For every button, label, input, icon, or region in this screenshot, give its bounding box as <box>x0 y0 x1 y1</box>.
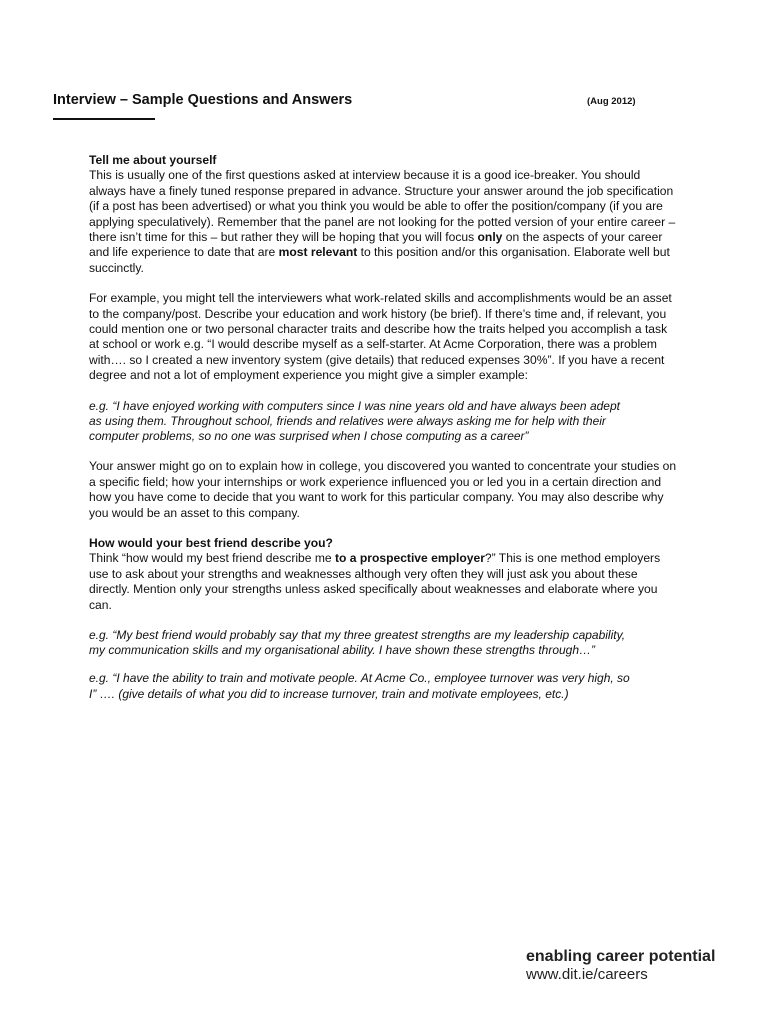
section1-paragraph-1: This is usually one of the first questions asked at interview because it is a good ice-breaker. You should always have a finely tuned response prepared in advance. Structure your answer around the job specification (if a post has been advertised) or what you think you would be able to offer the position/company (if you are applying speculatively). Remember that the panel are not looking for the potted version of your entire career – there isn’t time for this – but rather they will be hoping that you will focus only on the aspects of your career and life experience to date that are most relevant to this position and/or this organisation. Elaborate well but succinctly. <box>89 168 676 275</box>
section2-example-1: e.g. “My best friend would probably say that my three greatest strengths are my leadership capability, my communication skills and my organisational ability. I have shown these strengths through…” <box>89 627 626 658</box>
section1-paragraph-2: For example, you might tell the interviewers what work-related skills and accomplishments would be an asset to the company/post. Describe your education and work history (be brief). If there’s time and, if relevant, you could mention one or two personal character traits and describe how the traits helped you accomplish a task at school or work e.g. “I would describe myself as a self-starter. At Acme Corporation, there was a problem with…. so I created a new inventory system (give details) that reduced expenses 30%”. If you have a recent degree and not a lot of employment experience you might give a simpler example: <box>89 291 672 383</box>
section1-paragraph-3: Your answer might go on to explain how in college, you discovered you wanted to concentrate your studies on a specific field; how your internships or work experience influenced you or led you in a certain direction and how you have come to decide that you want to work for this particular company. You may also describe why you would be an asset to this company. <box>89 459 677 520</box>
section-heading-best-friend: How would your best friend describe you? <box>89 535 333 550</box>
title-underline <box>53 118 155 120</box>
document-date: (Aug 2012) <box>587 96 636 107</box>
section1-example: e.g. “I have enjoyed working with computers since I was nine years old and have always been adept as using them. Throughout school, friends and relatives were always asking me for help with their computer problems, so no one was surprised when I chose computing as a career” <box>89 398 620 444</box>
section-heading-tell-me-about-yourself: Tell me about yourself <box>89 153 217 167</box>
footer-url: www.dit.ie/careers <box>526 966 648 983</box>
document-body <box>89 153 677 702</box>
page-title: Interview – Sample Questions and Answers <box>53 92 353 108</box>
footer-brand-tagline: enabling career potential <box>526 948 716 965</box>
section2-paragraph-1: Think “how would my best friend describe me to a prospective employer?” This is one method employers use to ask about your strengths and weaknesses although very often they will just ask you about these directly. Mention only your strengths unless asked specifically about weaknesses and elaborate where you can. <box>89 551 661 612</box>
section2-example-2: e.g. “I have the ability to train and motivate people. At Acme Co., employee turnover was very high, so I” …. (give details of what you did to increase turnover, train and motivate employees, etc.) <box>89 671 630 701</box>
